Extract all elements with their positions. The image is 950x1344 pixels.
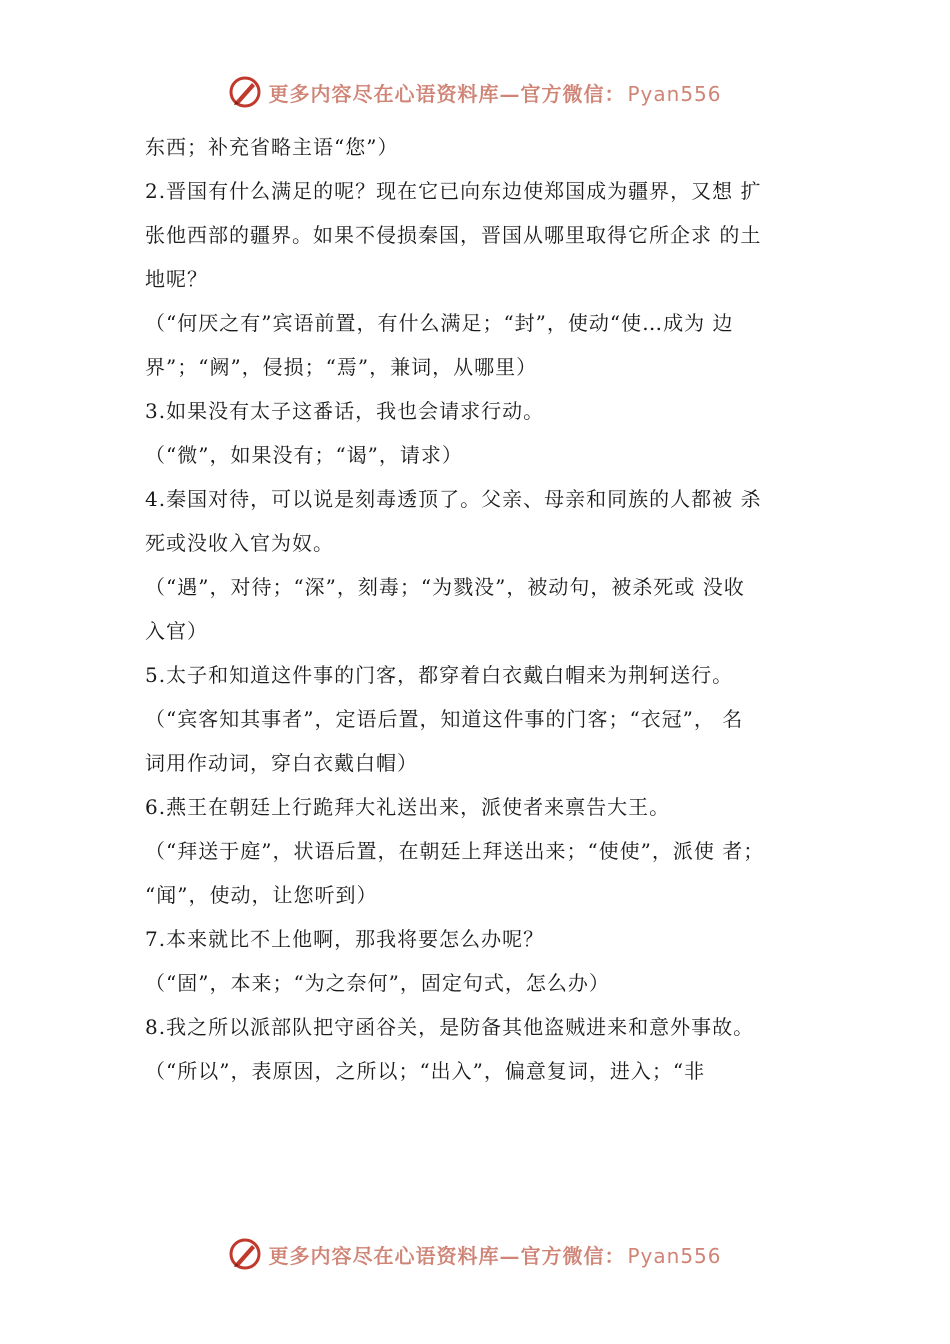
text-line: （“拜送于庭”，状语后置，在朝廷上拜送出来；“使使”，派使 者； [145, 839, 765, 863]
text-line: 6.燕王在朝廷上行跪拜大礼送出来，派使者来禀告大王。 [145, 795, 671, 819]
text-line: 2.晋国有什么满足的呢？现在它已向东边使郑国成为疆界，又想 扩 [145, 179, 762, 203]
watermark-wechat-id: Pyan556 [627, 81, 722, 106]
text-line: （“宾客知其事者”，定语后置，知道这件事的门客；“衣冠”， 名 [145, 707, 744, 731]
text-line: （“固”，本来；“为之奈何”，固定句式，怎么办） [145, 971, 610, 995]
text-line: （“何厌之有”宾语前置，有什么满足；“封”，使动“使…成为 边 [145, 311, 734, 335]
text-line: （“遇”，对待；“深”，刻毒；“为戮没”，被动句，被杀死或 没收 [145, 575, 745, 599]
text-line: 界”；“阙”，侵损；“焉”，兼词，从哪里） [145, 355, 538, 379]
text-line: 5.太子和知道这件事的门客，都穿着白衣戴白帽来为荆轲送行。 [145, 663, 734, 687]
pen-logo-icon [228, 75, 262, 109]
watermark-wechat-id: Pyan556 [627, 1243, 722, 1268]
document-body [145, 125, 825, 1093]
watermark-text: 更多内容尽在心语资料库—官方微信： Pyan556 [268, 81, 722, 106]
text-line: 8.我之所以派部队把守函谷关，是防备其他盗贼进来和意外事故。 [145, 1015, 755, 1039]
text-line: 东西；补充省略主语“您”） [145, 135, 399, 159]
text-line: “闻”，使动，让您听到） [145, 883, 378, 907]
text-line: 张他西部的疆界。如果不侵损秦国，晋国从哪里取得它所企求 的土 [145, 223, 762, 247]
text-line: （“所以”，表原因，之所以；“出入”，偏意复词，进入；“非 [145, 1059, 706, 1083]
text-line: 地呢？ [145, 267, 208, 291]
text-line: 3.如果没有太子这番话，我也会请求行动。 [145, 399, 545, 423]
watermark-text: 更多内容尽在心语资料库—官方微信： Pyan556 [268, 1243, 722, 1268]
text-line: 7.本来就比不上他啊，那我将要怎么办呢？ [145, 927, 545, 951]
text-line: 词用作动词，穿白衣戴白帽） [145, 751, 418, 775]
pen-logo-icon [228, 1237, 262, 1271]
text-line: （“微”，如果没有；“谒”，请求） [145, 443, 463, 467]
header-watermark [0, 72, 950, 112]
text-line: 死或没收入官为奴。 [145, 531, 334, 555]
text-line: 4.秦国对待，可以说是刻毒透顶了。父亲、母亲和同族的人都被 杀 [145, 487, 762, 511]
footer-watermark [0, 1234, 950, 1274]
text-line: 入官） [145, 619, 208, 643]
